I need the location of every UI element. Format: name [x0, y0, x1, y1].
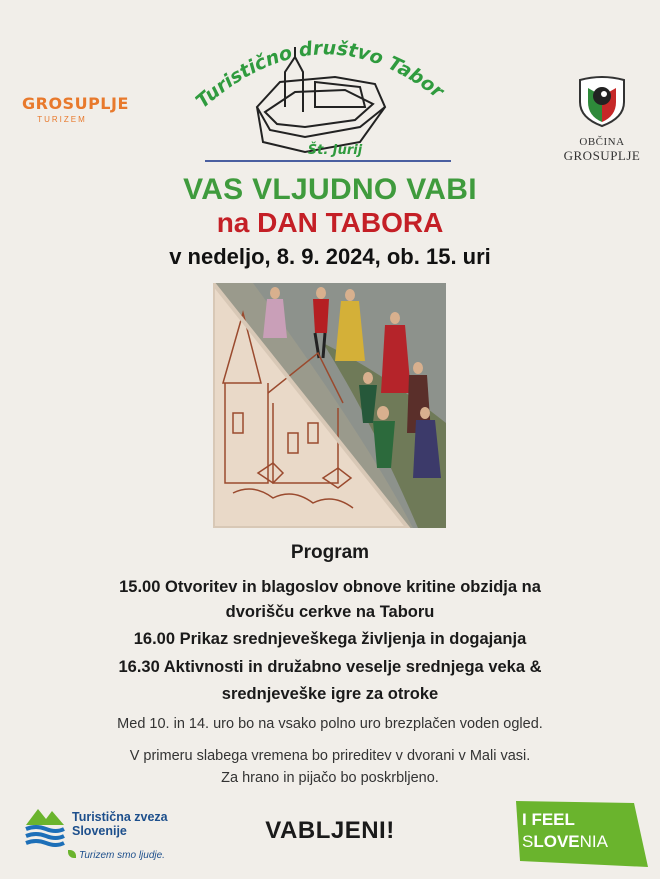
event-date: v nedeljo, 8. 9. 2024, ob. 15. uri	[169, 244, 491, 269]
grosuplje-logo-sub: TURIZEM	[37, 115, 87, 124]
invitation-heading: VAS VLJUDNO VABI	[183, 173, 477, 206]
program-item-1-line-2: dvorišču cerkve na Taboru	[225, 603, 435, 621]
guided-tour-note: Med 10. in 14. uro bo na vsako polno uro brezplačen voden ogled.	[117, 716, 543, 732]
program-item-1-line-1: 15.00 Otvoritev in blagoslov obnove kritine obzidja na	[119, 578, 541, 596]
ifeel-line2: SLOVENIA	[522, 832, 608, 851]
weather-note: V primeru slabega vremena bo prireditev v dvorani v Mali vasi.	[129, 748, 531, 764]
td-logo-sub-text: Št. Jurij	[307, 143, 363, 158]
header-divider	[205, 160, 451, 162]
event-photo-collage	[213, 283, 446, 528]
tzs-logo-line2: Slovenije	[72, 824, 127, 838]
tzs-tagline: Turizem smo ljudje.	[79, 850, 165, 861]
closing-vabljeni: VABLJENI!	[265, 817, 395, 844]
food-note: Za hrano in pijačo bo poskrbljeno.	[221, 770, 439, 786]
tzs-logo-line1: Turistična zveza	[72, 810, 168, 824]
program-title: Program	[290, 542, 370, 563]
i-feel-slovenia-logo	[516, 801, 648, 867]
turisticno-drustvo-logo	[185, 12, 455, 172]
tzs-leaf-icon	[68, 850, 76, 858]
ifeel-line1: I FEEL	[522, 810, 575, 829]
program-item-3-line-2: srednjeveške igre za otroke	[221, 685, 439, 703]
grosuplje-turizem-logo	[22, 94, 129, 124]
obcina-grosuplje-logo	[560, 74, 644, 164]
program-item-3-line-1: 16.30 Aktivnosti in družabno veselje srednjega veka &	[118, 658, 542, 676]
td-logo-arc-text: Turistično društvo Tabor	[191, 37, 448, 113]
program-item-2: 16.00 Prikaz srednjeveškega življenja in dogajanja	[133, 630, 527, 648]
obcina-crest-icon	[574, 74, 630, 128]
event-name-prefix: na	[216, 207, 258, 238]
obcina-logo-line1: OBČINA	[579, 136, 625, 148]
obcina-logo-line2: GROSUPLJE	[563, 148, 641, 163]
event-name: DAN TABORA	[257, 207, 444, 238]
event-name-heading	[0, 207, 660, 239]
grosuplje-logo-word: GROSUPLJE	[22, 94, 129, 113]
